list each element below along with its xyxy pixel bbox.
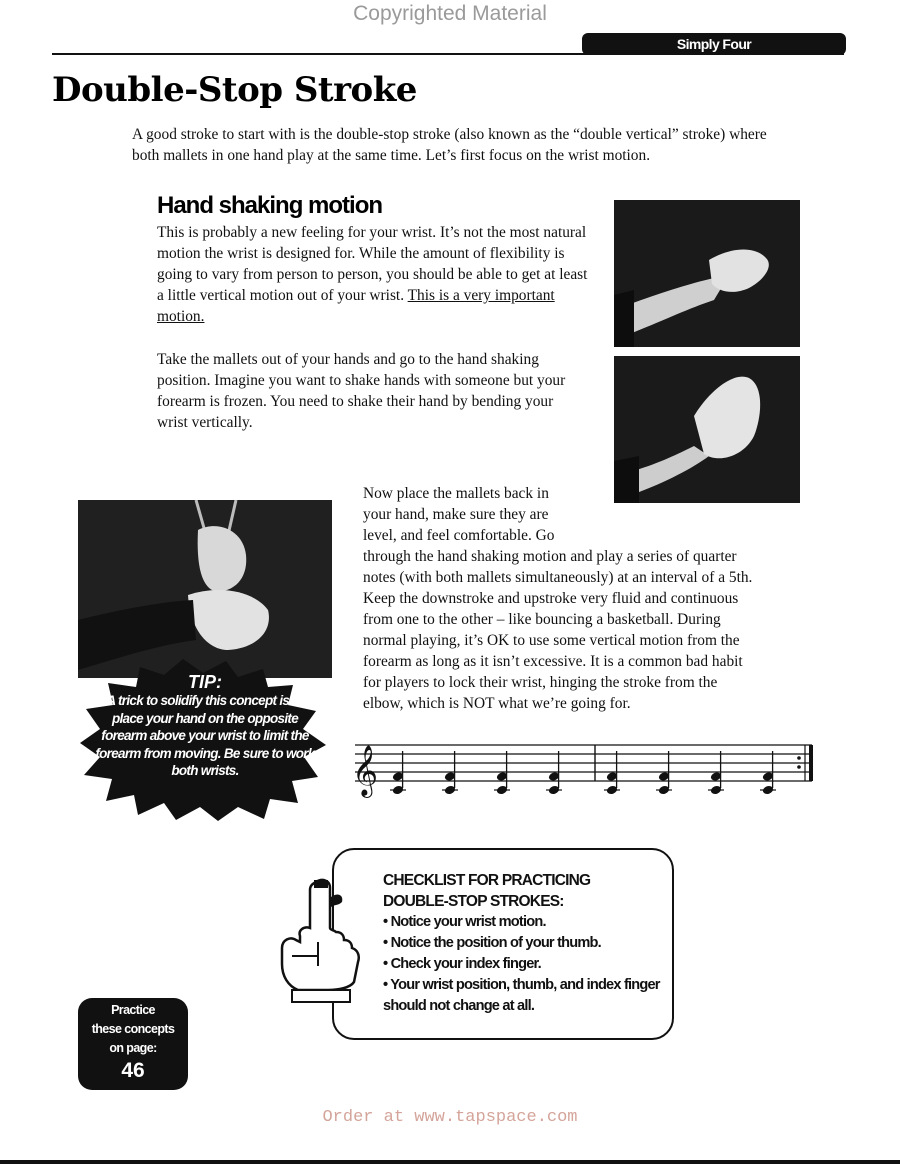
- section-heading: Hand shaking motion: [157, 192, 383, 219]
- text-line: your hand, make sure they are: [363, 506, 549, 523]
- checklist: [383, 870, 668, 1017]
- paragraph-shake-position: Take the mallets out of your hands and go to the hand shaking position. Imagine you want to shake hands with someone but your forearm is frozen. You need to shake their hand by bending your wrist vertically.: [157, 351, 566, 431]
- checklist-title-line1: CHECKLIST FOR PRACTICING: [383, 872, 591, 889]
- important-motion-emphasis: This is a very important motion.: [157, 287, 555, 325]
- text-line: for players to lock their wrist, hinging the stroke from the: [363, 674, 718, 691]
- paragraph-mallets-back: [363, 483, 813, 714]
- chapter-tab: Simply Four: [582, 33, 846, 55]
- tip-content: [95, 672, 315, 780]
- practice-label: Practice: [111, 1003, 155, 1017]
- paragraph-wrist-feeling: [157, 222, 597, 327]
- music-staff: [350, 735, 820, 800]
- tip-heading: TIP:: [188, 672, 222, 692]
- checklist-item: • Check your index finger.: [383, 956, 541, 972]
- checklist-title-line2: DOUBLE-STOP STROKES:: [383, 893, 564, 910]
- text-line: from one to the other – like bouncing a basketball. During: [363, 611, 721, 628]
- text-line: Keep the downstroke and upstroke very fluid and continuous: [363, 590, 739, 607]
- practice-label: these concepts: [91, 1022, 175, 1036]
- photo-wrist-down: [614, 356, 800, 503]
- checklist-item: • Notice the position of your thumb.: [383, 935, 601, 951]
- practice-badge: [78, 998, 188, 1090]
- paragraph-wrist-feeling-text: This is probably a new feeling for your wrist. It’s not the most natural motion the wrist is designed for. While the amount of flexibility is going to vary from person to person, you should be able to get at least a little vertical motion out of your wrist.: [157, 224, 588, 304]
- page-title: Double-Stop Stroke: [52, 70, 417, 110]
- text-line: forearm as long as it isn’t excessive. It is a common bad habit: [363, 653, 743, 670]
- intro-paragraph: A good stroke to start with is the double-stop stroke (also known as the “double vertical” stroke) where both mallets in one hand play at the same time. Let’s first focus on the wrist motion.: [132, 126, 767, 164]
- text-line: Now place the mallets back in: [363, 485, 549, 502]
- copyright-watermark: Copyrighted Material: [353, 2, 547, 25]
- bottom-rule: [0, 1160, 900, 1164]
- treble-clef-icon: 𝄞: [352, 745, 379, 796]
- text-line: level, and feel comfortable. Go: [363, 527, 555, 544]
- text-line: notes (with both mallets simultaneously) at an interval of a 5th.: [363, 569, 753, 586]
- text-line: through the hand shaking motion and play a series of quarter: [363, 548, 737, 565]
- pointing-hand-icon: [278, 878, 362, 1006]
- text-line: normal playing, it’s OK to use some vertical motion from the: [363, 632, 740, 649]
- photo-wrist-up: [614, 200, 800, 347]
- tip-text: A trick to solidify this concept is to place your hand on the opposite forearm above your wrist to limit the forearm from moving. Be sure to work both wrists.: [95, 693, 315, 778]
- text-line: elbow, which is NOT what we’re going for.: [363, 695, 631, 712]
- photo-forearm-hold: [78, 500, 332, 678]
- repeat-dot: [797, 765, 801, 769]
- practice-page-number: 46: [121, 1059, 145, 1082]
- checklist-item: • Notice your wrist motion.: [383, 914, 546, 930]
- checklist-item: • Your wrist position, thumb, and index finger should not change at all.: [383, 977, 660, 1014]
- repeat-dot: [797, 756, 801, 760]
- order-footer: Order at www.tapspace.com: [322, 1108, 578, 1127]
- practice-label: on page:: [109, 1041, 157, 1055]
